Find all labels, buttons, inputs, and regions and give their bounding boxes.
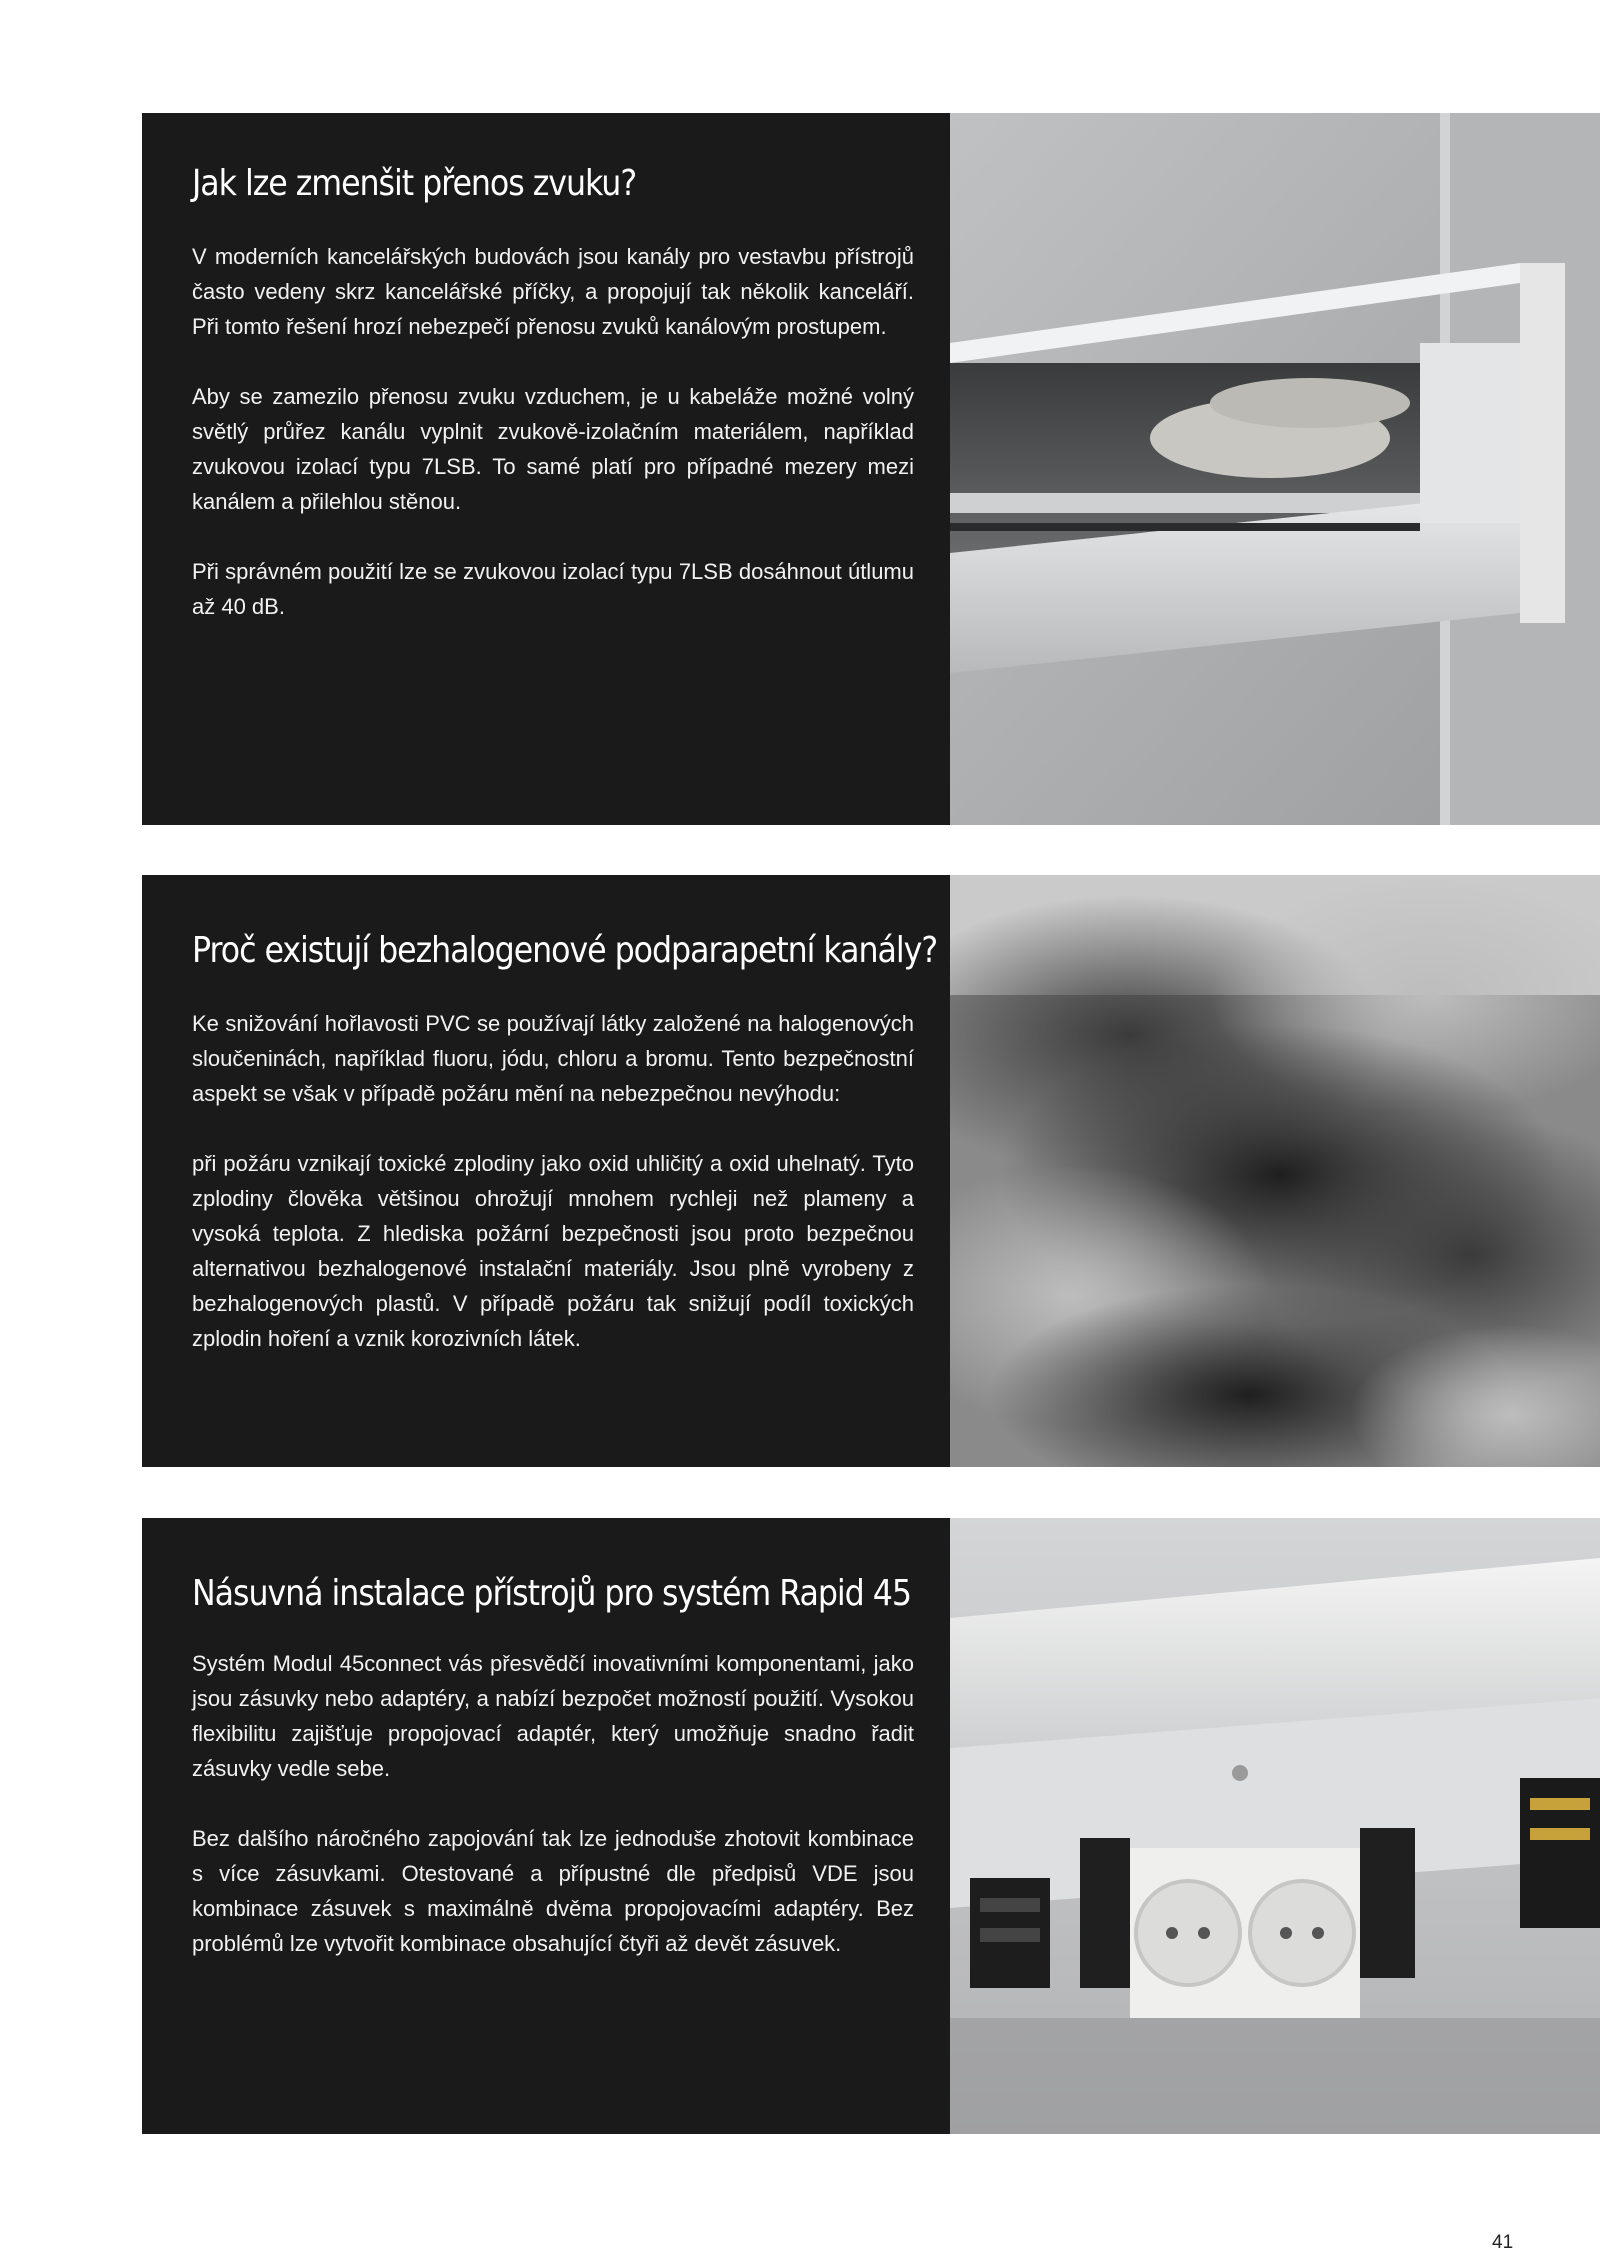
socket-photo bbox=[950, 1518, 1600, 2134]
section-sound-insulation bbox=[142, 113, 1600, 825]
text-panel bbox=[142, 875, 950, 1467]
paragraph: Systém Modul 45connect vás přesvědčí inovativními komponentami, jako jsou zásuvky nebo adaptéry, a nabízí bezpočet možností použití. Vysokou flexibilitu zajišťuje propojovací adaptér, který umožňuje snadno řadit zásuvky vedle sebe. bbox=[192, 1651, 914, 1781]
paragraph: Při správném použití lze se zvukovou izolací typu 7LSB dosáhnout útlumu až 40 dB. bbox=[192, 559, 914, 619]
paragraph: Aby se zamezilo přenosu zvuku vzduchem, je u kabeláže možné volný světlý průřez kanálu vyplnit zvukově-izolačním materiálem, například zvukovou izolací typu 7LSB. To samé platí pro případné mezery mezi kanálem a přilehlou stěnou. bbox=[192, 384, 914, 514]
text-panel bbox=[142, 113, 950, 825]
cable-duct-photo bbox=[950, 113, 1600, 825]
paragraph: V moderních kancelářských budovách jsou kanály pro vestavbu přístrojů často vedeny skrz kancelářské příčky, a propojují tak několik kanceláří. Při tomto řešení hrozí nebezpečí přenosu zvuků kanálovým prostupem. bbox=[192, 244, 914, 339]
section-halogen-free bbox=[142, 875, 1600, 1467]
page-number: 41 bbox=[1492, 2232, 1514, 2253]
section-title: Násuvná instalace přístrojů pro systém Rapid 45 bbox=[192, 1573, 911, 1614]
smoke-photo bbox=[950, 875, 1600, 1467]
section-title: Proč existují bezhalogenové podparapetní kanály? bbox=[192, 930, 938, 971]
paragraph: Ke snižování hořlavosti PVC se používají látky založené na halogenových sloučeninách, například fluoru, jódu, chloru a bromu. Tento bezpečnostní aspekt se však v případě požáru mění na nebezpečnou nevýhodu: bbox=[192, 1011, 914, 1106]
section-rapid45 bbox=[142, 1518, 1600, 2134]
paragraph: Bez dalšího náročného zapojování tak lze jednoduše zhotovit kombinace s více zásuvkami. Otestované a přípustné dle předpisů VDE jsou kombinace zásuvek s maximálně dvěma propojovacími adaptéry. Bez problémů lze vytvořit kombinace obsahující čtyři až devět zásuvek. bbox=[192, 1826, 914, 1956]
section-title: Jak lze zmenšit přenos zvuku? bbox=[192, 163, 637, 204]
paragraph: při požáru vznikají toxické zplodiny jako oxid uhličitý a oxid uhelnatý. Tyto zplodiny člověka většinou ohrožují mnohem rychleji než plameny a vysoká teplota. Z hlediska požární bezpečnosti jsou proto bezpečnou alternativou bezhalogenové instalační materiály. Jsou plně vyrobeny z bezhalogenových plastů. V případě požáru tak snižují podíl toxických zplodin hoření a vznik korozivních látek. bbox=[192, 1151, 914, 1351]
text-panel bbox=[142, 1518, 950, 2134]
